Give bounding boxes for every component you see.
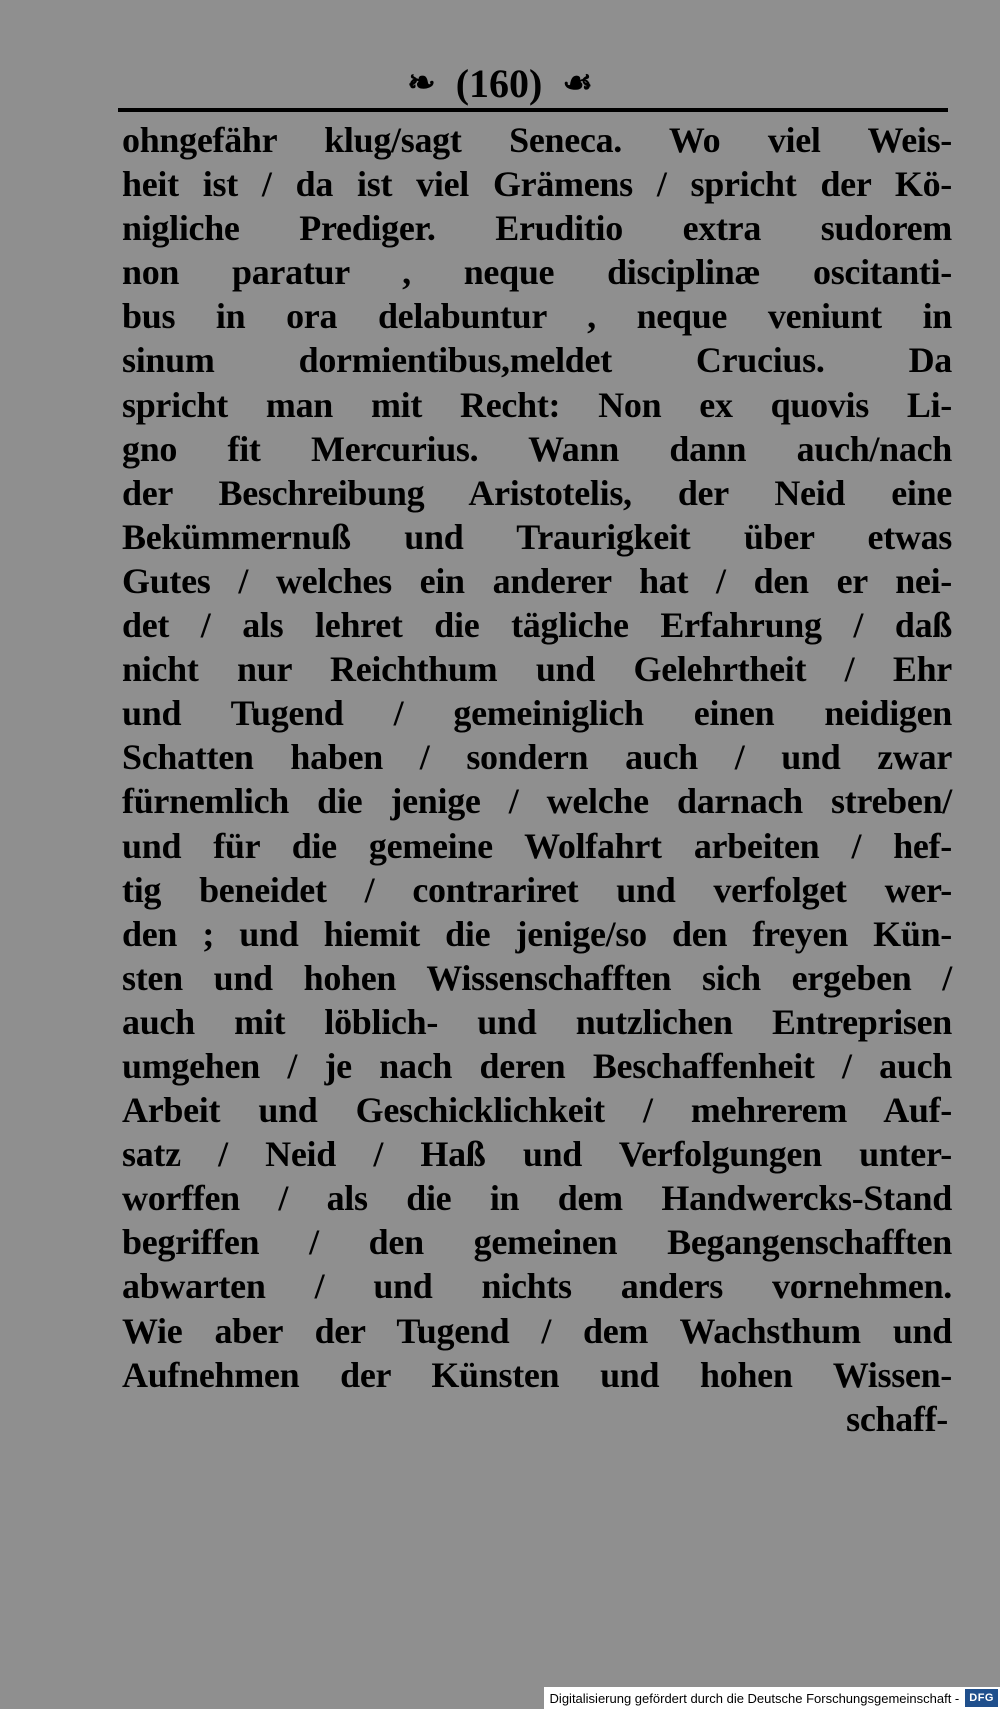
text-line: heit ist / da ist viel Grämens / spricht der Kö- [122, 164, 952, 205]
text-line: nicht nur Reichthum und Gelehrtheit / Ehr [122, 649, 952, 690]
text-line: det / als lehret die tägliche Erfahrung / daß [122, 605, 952, 646]
text-line: sinum dormientibus,meldet Crucius. Da [122, 340, 952, 381]
page-number: (160) [455, 60, 543, 106]
text-line: satz / Neid / Haß und Verfolgungen unter- [122, 1134, 952, 1175]
text-line: nigliche Prediger. Eruditio extra sudorem [122, 208, 952, 249]
text-line: begriffen / den gemeinen Begangenschafften [122, 1222, 952, 1263]
text-line: sten und hohen Wissenschafften sich ergeben / [122, 957, 952, 998]
dfg-logo: DFG [965, 1689, 998, 1707]
catchword: schaff- [846, 1398, 948, 1439]
text-line: den ; und hiemit die jenige/so den freyen Kün- [122, 913, 952, 954]
text-line: Wie aber der Tugend / dem Wachsthum und [122, 1310, 952, 1351]
ornament-right-icon: ☙ [562, 64, 593, 102]
text-line: Arbeit und Geschicklichkeit / mehrerem Auf- [122, 1090, 952, 1131]
credit-text: Digitalisierung gefördert durch die Deutsche Forschungsgemeinschaft - [549, 1690, 960, 1706]
text-line: auch mit löblich- und nutzlichen Entreprisen [122, 1001, 952, 1042]
text-line: abwarten / und nichts anders vornehmen. [122, 1266, 952, 1307]
text-line: spricht man mit Recht: Non ex quovis Li- [122, 384, 952, 425]
text-line: der Beschreibung Aristotelis, der Neid eine [122, 472, 952, 513]
text-line: bus in ora delabuntur , neque veniunt in [122, 296, 952, 337]
body-text [122, 118, 952, 1441]
text-line: Gutes / welches ein anderer hat / den er nei- [122, 560, 952, 601]
text-line: gno fit Mercurius. Wann dann auch/nach [122, 428, 952, 469]
text-line: umgehen / je nach deren Beschaffenheit / auch [122, 1045, 952, 1086]
text-line: ohngefähr klug/sagt Seneca. Wo viel Weis- [122, 120, 952, 160]
text-line: tig beneidet / contrariret und verfolget wer- [122, 869, 952, 910]
text-line: fürnemlich die jenige / welche darnach streben/ [122, 781, 952, 822]
page-header [0, 52, 1000, 112]
text-line: worffen / als die in dem Handwercks-Stand [122, 1178, 952, 1219]
digitization-credit [544, 1687, 1000, 1709]
text-line: und für die gemeine Wolfahrt arbeiten / hef- [122, 825, 952, 866]
header-rule [118, 108, 948, 112]
text-line: und Tugend / gemeiniglich einen neidigen [122, 693, 952, 734]
text-line: Aufnehmen der Künsten und hohen Wissen- [122, 1354, 952, 1395]
text-line: non paratur , neque disciplinæ oscitanti- [122, 252, 952, 293]
text-line: Schatten haben / sondern auch / und zwar [122, 737, 952, 778]
text-line: Bekümmernuß und Traurigkeit über etwas [122, 516, 952, 557]
ornament-left-icon: ❧ [407, 64, 436, 102]
